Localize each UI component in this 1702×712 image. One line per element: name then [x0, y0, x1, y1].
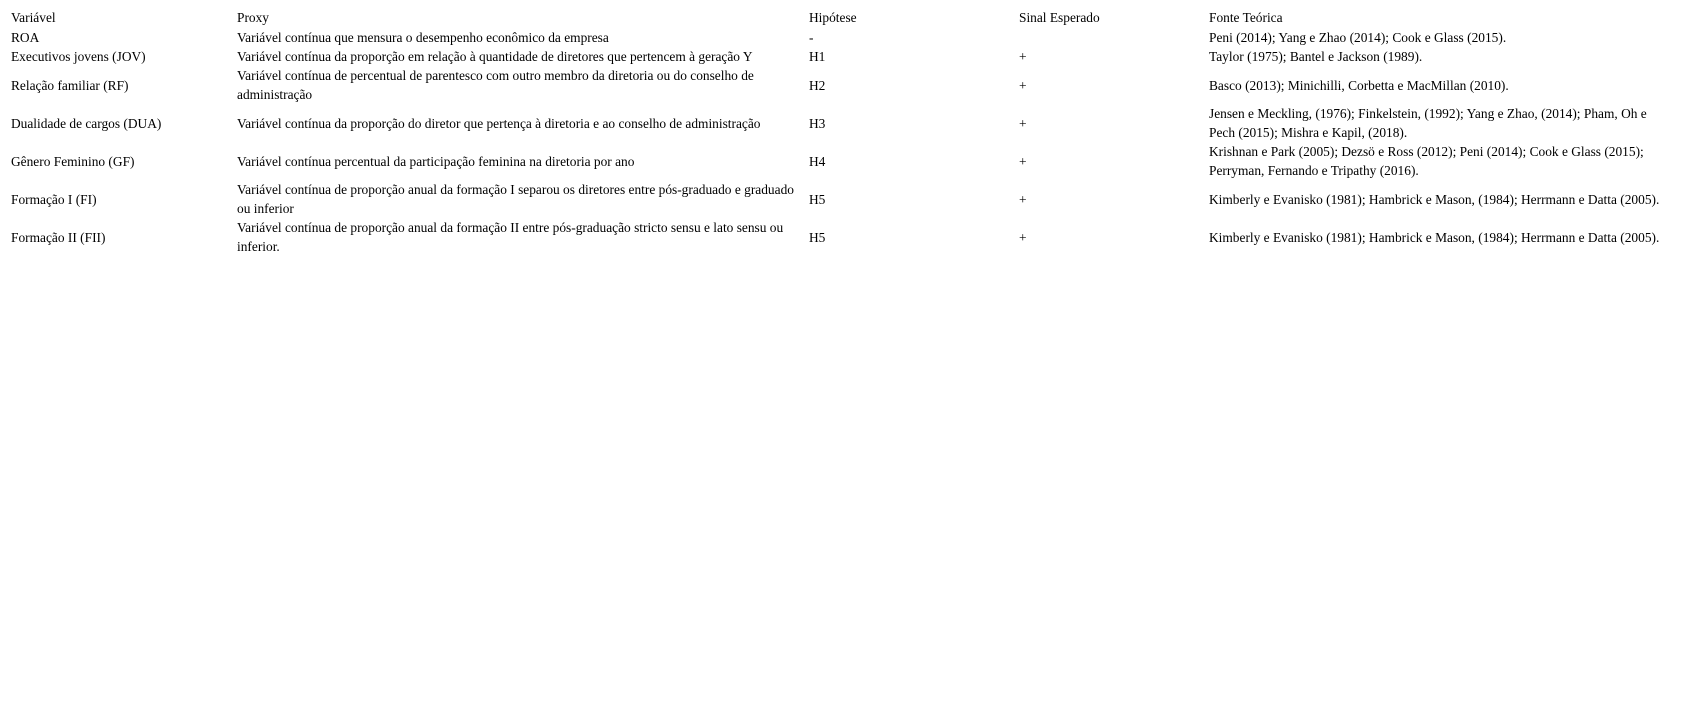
table-row [9, 180, 1677, 218]
cell-proxy: Variável contínua de proporção anual da formação I separou os diretores entre pós-graduado e graduado ou inferior [237, 182, 794, 216]
table-row [9, 47, 1677, 66]
table-row [9, 104, 1677, 142]
table-body [9, 28, 1677, 256]
header-variavel: Variável [11, 10, 56, 25]
cell-proxy: Variável contínua da proporção em relação à quantidade de diretores que pertencem à geração Y [237, 49, 753, 64]
cell-proxy: Variável contínua de proporção anual da formação II entre pós-graduação stricto sensu e lato sensu ou inferior. [237, 220, 784, 254]
header-fonte-teorica: Fonte Teórica [1209, 10, 1283, 25]
cell-hipotese: H5 [809, 191, 826, 207]
header-row [9, 8, 1677, 28]
cell-hipotese: H5 [809, 229, 826, 245]
cell-hipotese: H1 [809, 49, 826, 64]
table-row [9, 28, 1677, 47]
cell-sinal: + [1019, 153, 1027, 169]
cell-hipotese: H2 [809, 77, 826, 93]
table-row [9, 218, 1677, 256]
cell-fonte: Krishnan e Park (2005); Dezsö e Ross (2012); Peni (2014); Cook e Glass (2015); Perryman, Fernando e Tripathy (2016). [1209, 144, 1644, 178]
cell-sinal: + [1019, 49, 1027, 64]
cell-variavel: Dualidade de cargos (DUA) [11, 115, 162, 131]
cell-fonte: Jensen e Meckling, (1976); Finkelstein, (1992); Yang e Zhao, (2014); Pham, Oh e Pech (2015); Mishra e Kapil, (2018). [1209, 106, 1647, 140]
cell-fonte: Peni (2014); Yang e Zhao (2014); Cook e Glass (2015). [1209, 30, 1507, 45]
cell-sinal [1017, 28, 1207, 47]
header-proxy: Proxy [237, 10, 269, 25]
cell-sinal: + [1019, 77, 1027, 93]
cell-proxy: Variável contínua que mensura o desempenho econômico da empresa [237, 30, 609, 45]
cell-hipotese: H4 [809, 153, 826, 169]
cell-variavel: Formação I (FI) [11, 191, 97, 207]
cell-fonte: Kimberly e Evanisko (1981); Hambrick e Mason, (1984); Herrmann e Datta (2005). [1209, 229, 1660, 245]
cell-hipotese: H3 [809, 115, 826, 131]
table-header [9, 8, 1677, 28]
header-sinal-esperado: Sinal Esperado [1019, 10, 1100, 25]
cell-proxy: Variável contínua da proporção do diretor que pertença à diretoria e ao conselho de administração [237, 115, 761, 131]
cell-variavel: ROA [11, 30, 40, 45]
table-row [9, 142, 1677, 180]
hypotheses-table [9, 8, 1677, 256]
cell-fonte: Taylor (1975); Bantel e Jackson (1989). [1209, 49, 1423, 64]
table-row [9, 66, 1677, 104]
cell-sinal: + [1019, 229, 1027, 245]
cell-hipotese: - [809, 30, 814, 45]
cell-fonte: Basco (2013); Minichilli, Corbetta e MacMillan (2010). [1209, 77, 1509, 93]
cell-fonte: Kimberly e Evanisko (1981); Hambrick e Mason, (1984); Herrmann e Datta (2005). [1209, 191, 1660, 207]
cell-proxy: Variável contínua percentual da participação feminina na diretoria por ano [237, 153, 635, 169]
cell-variavel: Executivos jovens (JOV) [11, 49, 146, 64]
cell-variavel: Gênero Feminino (GF) [11, 153, 135, 169]
header-hipotese: Hipótese [809, 10, 857, 25]
cell-variavel: Relação familiar (RF) [11, 77, 129, 93]
cell-variavel: Formação II (FII) [11, 229, 106, 245]
cell-sinal: + [1019, 115, 1027, 131]
cell-sinal: + [1019, 191, 1027, 207]
cell-proxy: Variável contínua de percentual de parentesco com outro membro da diretoria ou do conselho de administração [237, 68, 754, 102]
